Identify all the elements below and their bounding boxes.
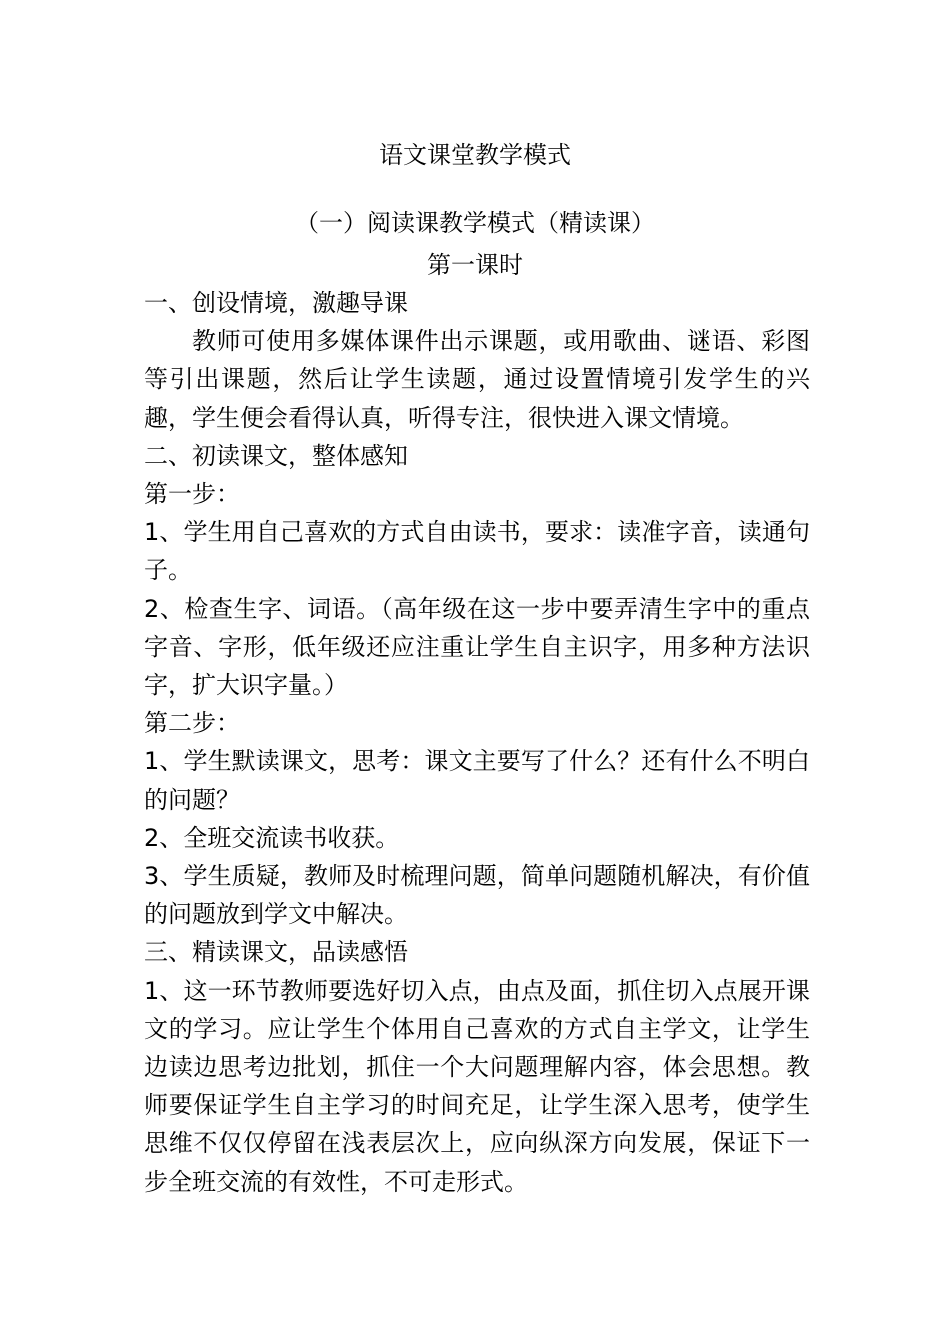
paragraph: 第二步： [144,709,240,738]
document-body [144,284,810,1201]
paragraph: 1、学生默读课文，思考：课文主要写了什么？还有什么不明白的问题？ [144,747,810,814]
paragraph: 1、这一环节教师要选好切入点，由点及面，抓住切入点展开课文的学习。应让学生个体用自己喜欢的方式自主学文，让学生边读边思考边批划，抓住一个大问题理解内容，体会思想。教师要保证学生自主学习的时间充足，让学生深入思考，使学生思维不仅仅停留在浅表层次上，应向纵深方向发展，保证下一步全班交流的有效性，不可走形式。 [144,976,810,1196]
section-title: （一）阅读课教学模式（精读课） [295,209,655,237]
paragraph: 一、创设情境，激趣导课 [144,289,408,317]
lesson-title: 第一课时 [427,251,523,279]
paragraph: 三、精读课文，品读感悟 [144,938,408,967]
paragraph: 教师可使用多媒体课件出示课题，或用歌曲、谜语、彩图等引出课题，然后让学生读题，通过设置情境引发学生的兴趣，学生便会看得认真，听得专注，很快进入课文情境。 [144,327,810,432]
paragraph: 2、检查生字、词语。（高年级在这一步中要弄清生字中的重点字音、字形，低年级还应注重让学生自主识字，用多种方法识字，扩大识字量。） [144,594,810,700]
paragraph: 3、学生质疑，教师及时梳理问题，简单问题随机解决，有价值的问题放到学文中解决。 [144,862,810,929]
paragraph: 2、全班交流读书收获。 [144,823,400,852]
paragraph: 1、学生用自己喜欢的方式自由读书，要求：读准字音，读通句子。 [144,518,810,585]
paragraph: 第一步： [144,480,240,509]
document-title: 语文课堂教学模式 [379,141,571,169]
paragraph: 二、初读课文，整体感知 [144,441,408,470]
